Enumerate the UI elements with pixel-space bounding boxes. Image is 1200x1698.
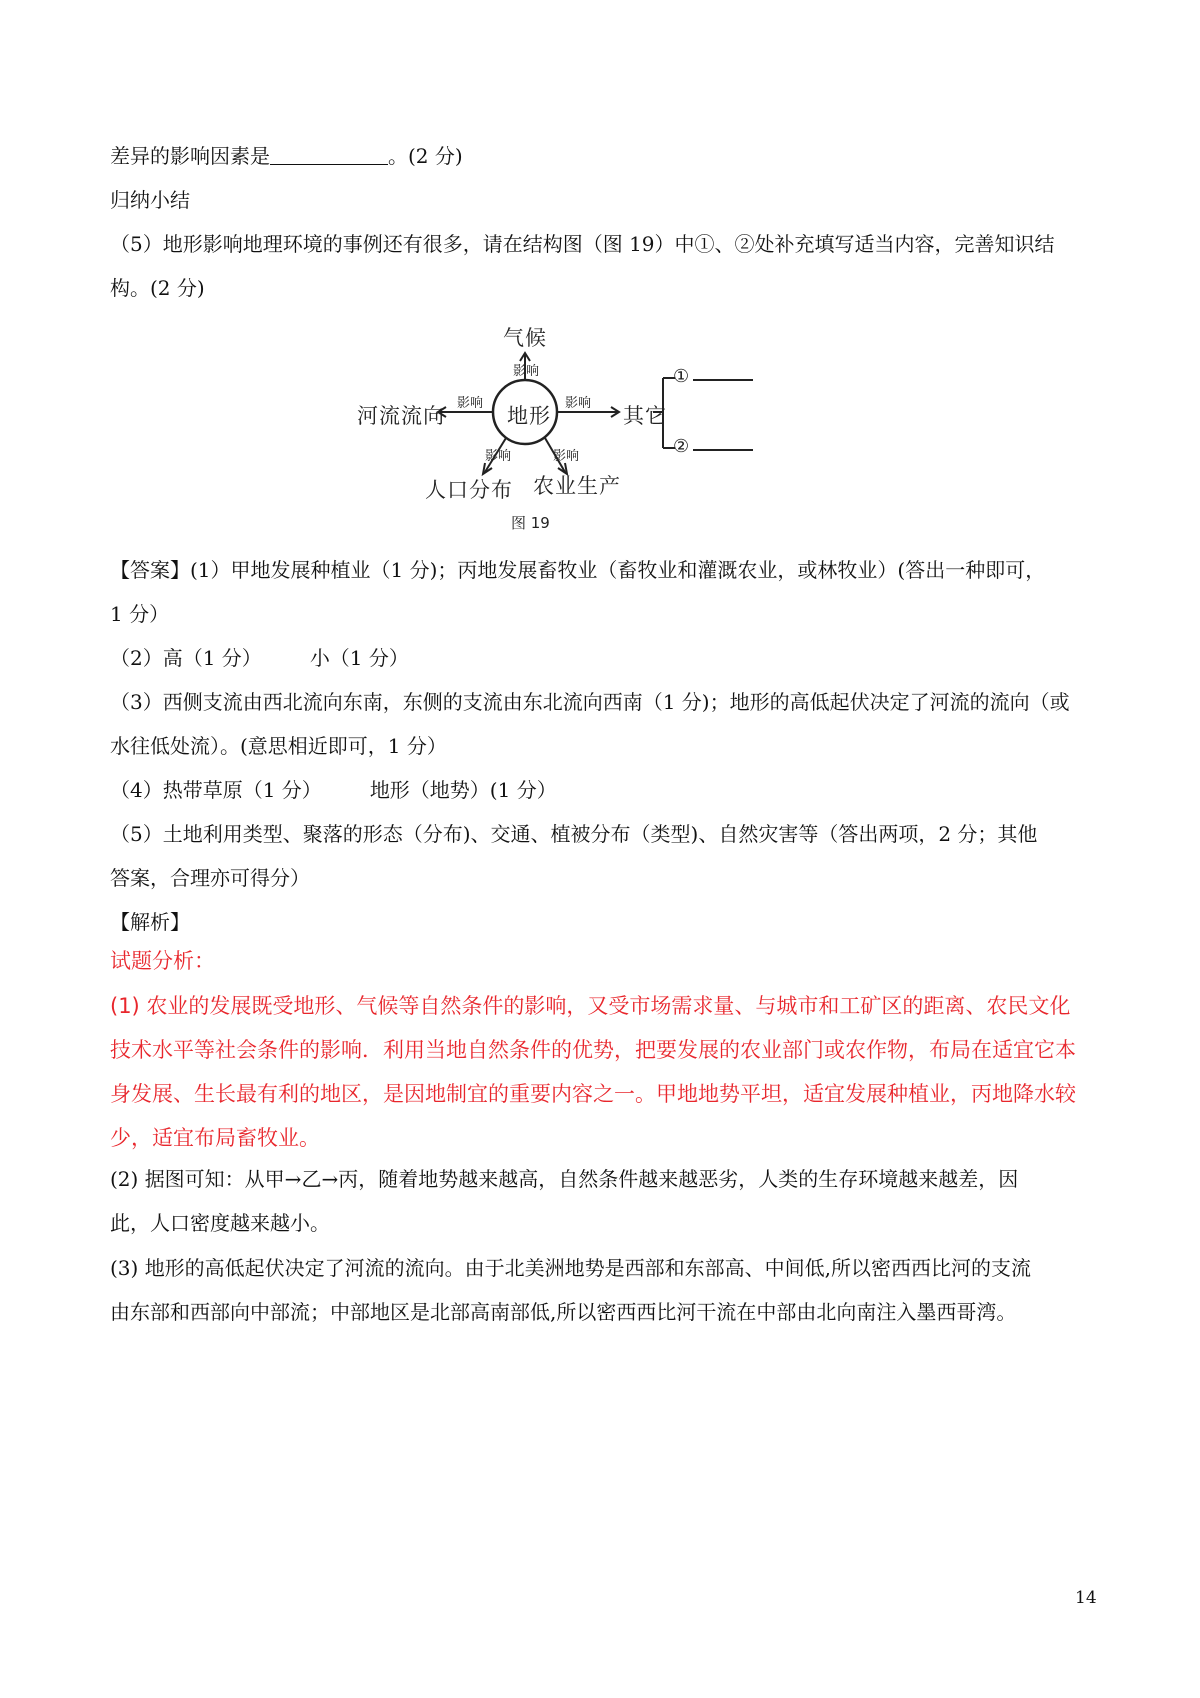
page-number: 14 — [1075, 1588, 1097, 1608]
diagram-center-terrain: 地形 — [507, 404, 551, 428]
answer-2-part-a: （2）高（1 分） — [110, 646, 262, 670]
structure-diagram — [357, 326, 815, 590]
diagram-node-population: 人口分布 — [425, 478, 513, 502]
analysis-p3-line-2: 由东部和西部向中部流；中部地区是北部高南部低,所以密西西比河干流在中部由北向南注入墨西哥湾。 — [110, 1300, 1017, 1324]
diagram-edge-label-top: 影响 — [513, 364, 540, 379]
figure-caption: 图 19 — [511, 514, 550, 532]
answer-line-6 — [110, 777, 1100, 803]
answer-4-part-b: 地形（地势）(1 分） — [369, 778, 557, 802]
diagram-node-other: 其它 — [623, 404, 667, 428]
analysis-red-line-3: 身发展、生长最有利的地区，是因地制宜的重要内容之一。甲地地势平坦，适宜发展种植业，丙地降水较 — [110, 1082, 1076, 1106]
answer-line-3 — [110, 645, 1100, 671]
analysis-red-line-1: (1) 农业的发展既受地形、气候等自然条件的影响，又受市场需求量、与城市和工矿区的距离、农民文化 — [110, 994, 1071, 1018]
question-5-line-1: （5）地形影响地理环境的事例还有很多，请在结构图（图 19）中①、②处补充填写适当内容，完善知识结 — [110, 232, 1055, 256]
diagram-edge-label-bottom-left: 影响 — [485, 449, 512, 464]
diagram-branch-1: ① — [673, 366, 691, 387]
analysis-red-line-2: 技术水平等社会条件的影响．利用当地自然条件的优势，把要发展的农业部门或农作物，布局在适宜它本 — [110, 1038, 1076, 1062]
question-line-4 — [110, 143, 1100, 169]
diagram-node-agriculture: 农业生产 — [533, 474, 621, 498]
diagram-edge-label-left: 影响 — [457, 396, 484, 411]
diagram-branch-2: ② — [673, 436, 691, 457]
question-score: 。(2 分) — [388, 144, 463, 168]
answer-line-2: 1 分） — [110, 602, 170, 626]
answer-line-5: 水往低处流）。(意思相近即可，1 分） — [110, 734, 447, 758]
analysis-p3-line-1: (3) 地形的高低起伏决定了河流的流向。由于北美洲地势是西部和东部高、中间低,所以密西西比河的支流 — [110, 1256, 1032, 1280]
answer-line-4: （3）西侧支流由西北流向东南，东侧的支流由东北流向西南（1 分)；地形的高低起伏决定了河流的流向（或 — [110, 690, 1070, 714]
analysis-red-line-4: 少，适宜布局畜牧业。 — [110, 1126, 320, 1150]
diagram-edge-label-bottom-right: 影响 — [553, 449, 580, 464]
analysis-heading: 【解析】 — [110, 910, 190, 934]
diagram-edge-label-right: 影响 — [565, 396, 592, 411]
question-text: 差异的影响因素是 — [110, 144, 270, 168]
analysis-p2-line-2: 此，人口密度越来越小。 — [110, 1211, 330, 1235]
diagram-node-river-direction: 河流流向 — [357, 404, 445, 428]
analysis-p2-line-1: (2) 据图可知：从甲→乙→丙，随着地势越来越高，自然条件越来越恶劣，人类的生存环境越来越差，因 — [110, 1167, 1019, 1191]
answer-line-8: 答案，合理亦可得分） — [110, 866, 310, 890]
answer-4-part-a: （4）热带草原（1 分） — [110, 778, 322, 802]
answer-2-part-b: 小（1 分） — [309, 646, 409, 670]
answer-line-7: （5）土地利用类型、聚落的形态（分布)、交通、植被分布（类型)、自然灾害等（答出两项，2 分；其他 — [110, 822, 1038, 846]
analysis-subheading: 试题分析： — [110, 949, 215, 973]
answer-blank — [270, 146, 388, 165]
question-5-line-2: 构。(2 分) — [110, 276, 205, 300]
summary-heading: 归纳小结 — [110, 188, 190, 212]
answer-line-1: 【答案】(1）甲地发展种植业（1 分)；丙地发展畜牧业（畜牧业和灌溉农业，或林牧业）(答出一种即可， — [110, 558, 1046, 582]
diagram-node-climate: 气候 — [503, 326, 547, 350]
